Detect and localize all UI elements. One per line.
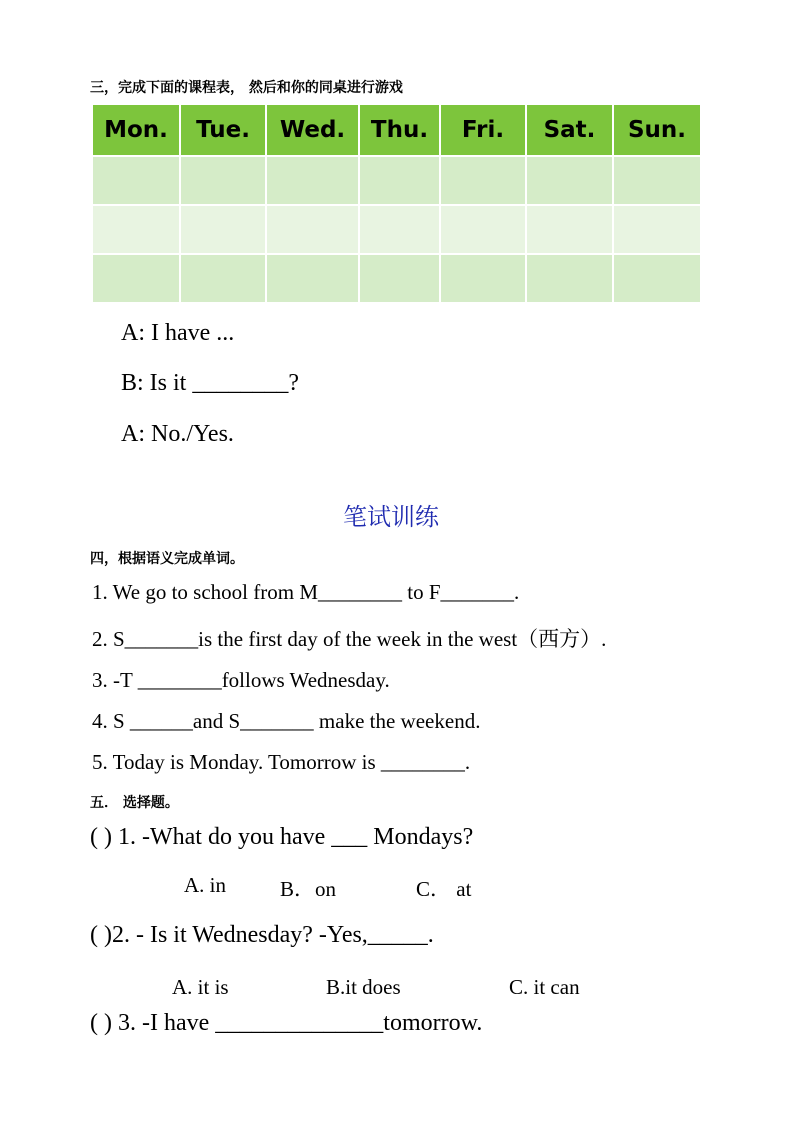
schedule-cell[interactable] xyxy=(93,156,180,205)
schedule-header-row xyxy=(93,105,700,156)
fill-in-item-1: 1. We go to school from M________ to F_______. xyxy=(92,580,520,604)
schedule-cell[interactable] xyxy=(180,205,266,254)
schedule-cell[interactable] xyxy=(526,205,613,254)
fill-in-item-2: 2. S_______is the first day of the week in the west（西方）. xyxy=(92,627,607,651)
day-header-fri: Fri. xyxy=(440,105,526,156)
schedule-cell[interactable] xyxy=(613,205,700,254)
schedule-cell[interactable] xyxy=(266,205,359,254)
schedule-row xyxy=(93,156,700,205)
day-header-sun: Sun. xyxy=(613,105,700,156)
page-title: 笔试训练 xyxy=(343,503,439,531)
schedule-cell[interactable] xyxy=(266,254,359,303)
schedule-cell[interactable] xyxy=(440,254,526,303)
schedule-cell[interactable] xyxy=(440,205,526,254)
day-header-wed: Wed. xyxy=(266,105,359,156)
q1-option-c: C． at xyxy=(416,877,472,901)
schedule-cell[interactable] xyxy=(93,205,180,254)
schedule-cell[interactable] xyxy=(266,156,359,205)
schedule-cell[interactable] xyxy=(180,254,266,303)
schedule-cell[interactable] xyxy=(613,156,700,205)
question-1: ( ) 1. -What do you have ___ Mondays? xyxy=(90,824,474,850)
day-header-tue: Tue. xyxy=(180,105,266,156)
day-header-thu: Thu. xyxy=(359,105,440,156)
q2-option-a: A. it is xyxy=(172,975,229,999)
schedule-cell[interactable] xyxy=(359,156,440,205)
dialogue-line-b: B: Is it ________? xyxy=(121,370,299,396)
fill-in-item-3: 3. -T ________follows Wednesday. xyxy=(92,668,390,692)
section-3-heading: 三，完成下面的课程表， 然后和你的同桌进行游戏 xyxy=(90,80,403,96)
section-5-heading: 五． 选择题。 xyxy=(90,795,179,811)
fill-in-item-4: 4. S ______and S_______ make the weekend. xyxy=(92,709,481,733)
schedule-cell[interactable] xyxy=(359,205,440,254)
schedule-row xyxy=(93,254,700,303)
q1-option-b: B．on xyxy=(280,877,337,901)
schedule-cell[interactable] xyxy=(180,156,266,205)
question-2: ( )2. - Is it Wednesday? -Yes,_____. xyxy=(90,922,434,948)
day-header-sat: Sat. xyxy=(526,105,613,156)
q2-option-b: B.it does xyxy=(326,975,401,999)
schedule-cell[interactable] xyxy=(359,254,440,303)
dialogue-line-a2: A: No./Yes. xyxy=(121,421,234,447)
schedule-cell[interactable] xyxy=(440,156,526,205)
day-header-mon: Mon. xyxy=(93,105,180,156)
q1-option-a: A. in xyxy=(184,873,226,897)
schedule-row xyxy=(93,205,700,254)
dialogue-line-a1: A: I have ... xyxy=(121,320,235,346)
schedule-cell[interactable] xyxy=(93,254,180,303)
question-3: ( ) 3. -I have ______________tomorrow. xyxy=(90,1010,483,1036)
schedule-table xyxy=(93,105,700,304)
schedule-cell[interactable] xyxy=(526,254,613,303)
section-4-heading: 四，根据语义完成单词。 xyxy=(90,551,244,567)
schedule-cell[interactable] xyxy=(613,254,700,303)
fill-in-item-5: 5. Today is Monday. Tomorrow is ________. xyxy=(92,750,471,774)
schedule-cell[interactable] xyxy=(526,156,613,205)
q2-option-c: C. it can xyxy=(509,975,580,999)
